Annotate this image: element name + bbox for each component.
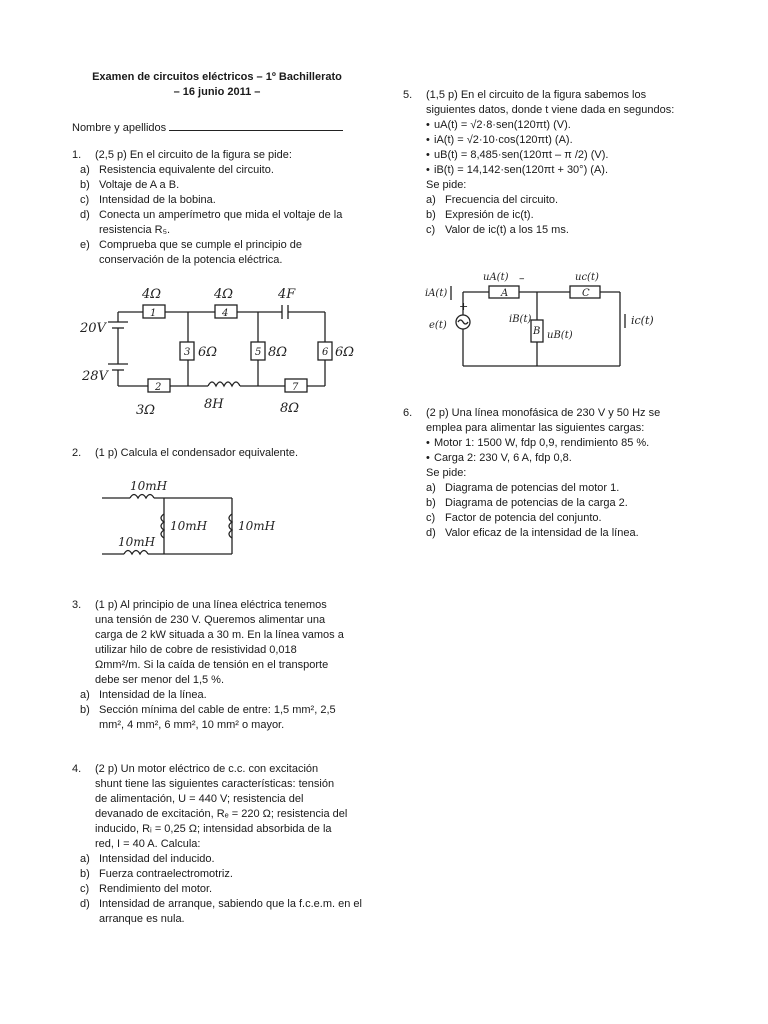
box-label-b: B [533, 326, 541, 337]
minus-sign: – [519, 272, 525, 285]
name-label: Nombre y apellidos [72, 122, 167, 134]
question-stem: (1 p) Al principio de una línea eléctrica tenemos [95, 599, 327, 611]
circuit-figure-1 [80, 282, 370, 422]
stem-line: red, I = 40 A. Calcula: [95, 838, 201, 850]
box-label-c: C [582, 288, 590, 299]
question-stem: (2,5 p) En el circuito de la figura se pide: [95, 149, 292, 161]
stem-line: devanado de excitación, Rₑ = 220 Ω; resistencia del [95, 808, 348, 820]
box-label-1: 1 [150, 308, 157, 319]
label-r5: 8Ω [268, 345, 288, 360]
inductor-figure [100, 478, 300, 568]
label-et: e(t) [429, 320, 447, 331]
list-item: a) Frecuencia del circuito. [426, 194, 559, 206]
box-label-2: 2 [155, 382, 162, 393]
question-number: 1. [72, 149, 82, 161]
se-pide-label: Se pide: [426, 179, 467, 191]
list-item: a) Resistencia equivalente del circuito. [80, 164, 274, 176]
se-pide-label: Se pide: [426, 467, 467, 479]
name-blank-line[interactable] [169, 118, 343, 131]
label-r6: 6Ω [335, 345, 355, 360]
label-l-mid1: 10mH [170, 519, 208, 533]
stem-line: shunt tiene las siguientes características: tensión [95, 778, 335, 790]
label-ia: iA(t) [425, 288, 448, 299]
question-number: 4. [72, 763, 82, 775]
label-l-bottom: 10mH [118, 535, 156, 549]
label-r3: 6Ω [198, 345, 218, 360]
list-item: c) Rendimiento del motor. [80, 883, 213, 895]
list-item: e) Comprueba que se cumple el principio de conservación de la potencia eléctrica. [80, 239, 303, 266]
stem-line: siguientes datos, donde t viene dada en segundos: [426, 104, 675, 116]
name-field[interactable] [72, 118, 362, 136]
list-item: c) Valor de ic(t) a los 15 ms. [426, 224, 569, 236]
list-item: • uB(t) = 8,485·sen(120πt – π /2) (V). [426, 149, 609, 161]
circuit-figure-5 [425, 270, 695, 380]
label-v1: 20V [80, 321, 106, 336]
label-ib: iB(t) [509, 314, 532, 325]
box-label-7: 7 [292, 382, 299, 393]
list-item: a) Intensidad de la línea. [80, 689, 207, 701]
stem-line: utilizar hilo de cobre de resistividad 0,018 [95, 644, 297, 656]
label-uc: uc(t) [575, 272, 599, 283]
stem-line: Ωmm²/m. Si la caída de tensión en el transporte [95, 659, 329, 671]
label-r2: 3Ω [136, 403, 156, 418]
label-r7: 8Ω [280, 401, 300, 416]
question-6 [403, 406, 693, 541]
question-stem: (1,5 p) En el circuito de la figura sabemos los [426, 89, 647, 101]
question-stem: (1 p) Calcula el condensador equivalente. [95, 447, 299, 459]
exam-title: Examen de circuitos eléctricos – 1º Bachillerato [92, 71, 342, 83]
exam-date: – 16 junio 2011 – [173, 86, 261, 98]
stem-line: emplea para alimentar las siguientes cargas: [426, 422, 645, 434]
question-number: 3. [72, 599, 82, 611]
question-1 [72, 148, 362, 268]
label-ub: uB(t) [547, 330, 573, 341]
box-label-3: 3 [184, 347, 191, 358]
box-label-6: 6 [322, 347, 329, 358]
box-label-5: 5 [255, 347, 262, 358]
list-item: c) Factor de potencia del conjunto. [426, 512, 602, 524]
list-item: c) Intensidad de la bobina. [80, 194, 216, 206]
list-item: d) Valor eficaz de la intensidad de la línea. [426, 527, 639, 539]
label-r4: 4Ω [214, 287, 234, 302]
label-l-mid2: 10mH [238, 519, 276, 533]
label-l-top: 10mH [130, 479, 168, 493]
list-item: b) Fuerza contraelectromotriz. [80, 868, 233, 880]
list-item: b) Voltaje de A a B. [80, 179, 180, 191]
list-item: b) Diagrama de potencias de la carga 2. [426, 497, 628, 509]
list-item: • Motor 1: 1500 W, fdp 0,9, rendimiento 85 %. [426, 437, 650, 449]
label-ua: uA(t) [483, 272, 509, 283]
question-stem: (2 p) Una línea monofásica de 230 V y 50 Hz se [426, 407, 661, 419]
question-3 [72, 598, 362, 733]
plus-sign: + [459, 300, 469, 313]
question-number: 5. [403, 89, 413, 101]
list-item: b) Sección mínima del cable de entre: 1,5 mm², 2,5 mm², 4 mm², 6 mm², 10 mm² o mayor. [80, 704, 336, 731]
question-stem: (2 p) Un motor eléctrico de c.c. con excitación [95, 763, 319, 775]
list-item: a) Intensidad del inducido. [80, 853, 215, 865]
question-2 [72, 446, 362, 461]
list-item: • iA(t) = √2·10·cos(120πt) (A). [426, 134, 573, 146]
list-item: • uA(t) = √2·8·sen(120πt) (V). [426, 119, 571, 131]
stem-line: inducido, Rᵢ = 0,25 Ω; intensidad absorbida de la [95, 823, 332, 835]
question-number: 2. [72, 447, 82, 459]
question-5 [403, 88, 693, 238]
list-item: d) Intensidad de arranque, sabiendo que la f.c.e.m. en el arranque es nula. [80, 898, 362, 925]
list-item: • Carga 2: 230 V, 6 A, fdp 0,8. [426, 452, 572, 464]
list-item: • iB(t) = 14,142·sen(120πt + 30°) (A). [426, 164, 609, 176]
stem-line: debe ser menor del 1,5 %. [95, 674, 225, 686]
stem-line: carga de 2 kW situada a 30 m. En la línea vamos a [95, 629, 344, 641]
label-coil: 8H [204, 397, 224, 412]
label-r1: 4Ω [142, 287, 162, 302]
stem-line: de alimentación, U = 440 V; resistencia del [95, 793, 304, 805]
question-4 [72, 762, 362, 927]
box-label-a: A [501, 288, 509, 299]
question-number: 6. [403, 407, 413, 419]
left-column [72, 70, 362, 136]
label-ic: ic(t) [631, 314, 654, 327]
list-item: a) Diagrama de potencias del motor 1. [426, 482, 620, 494]
stem-line: una tensión de 230 V. Queremos alimentar una [95, 614, 326, 626]
list-item: d) Conecta un amperímetro que mida el voltaje de la resistencia R₅. [80, 209, 343, 236]
box-label-4: 4 [222, 308, 229, 319]
label-v2: 28V [82, 369, 108, 384]
list-item: b) Expresión de ic(t). [426, 209, 534, 221]
label-cap: 4F [278, 287, 296, 302]
